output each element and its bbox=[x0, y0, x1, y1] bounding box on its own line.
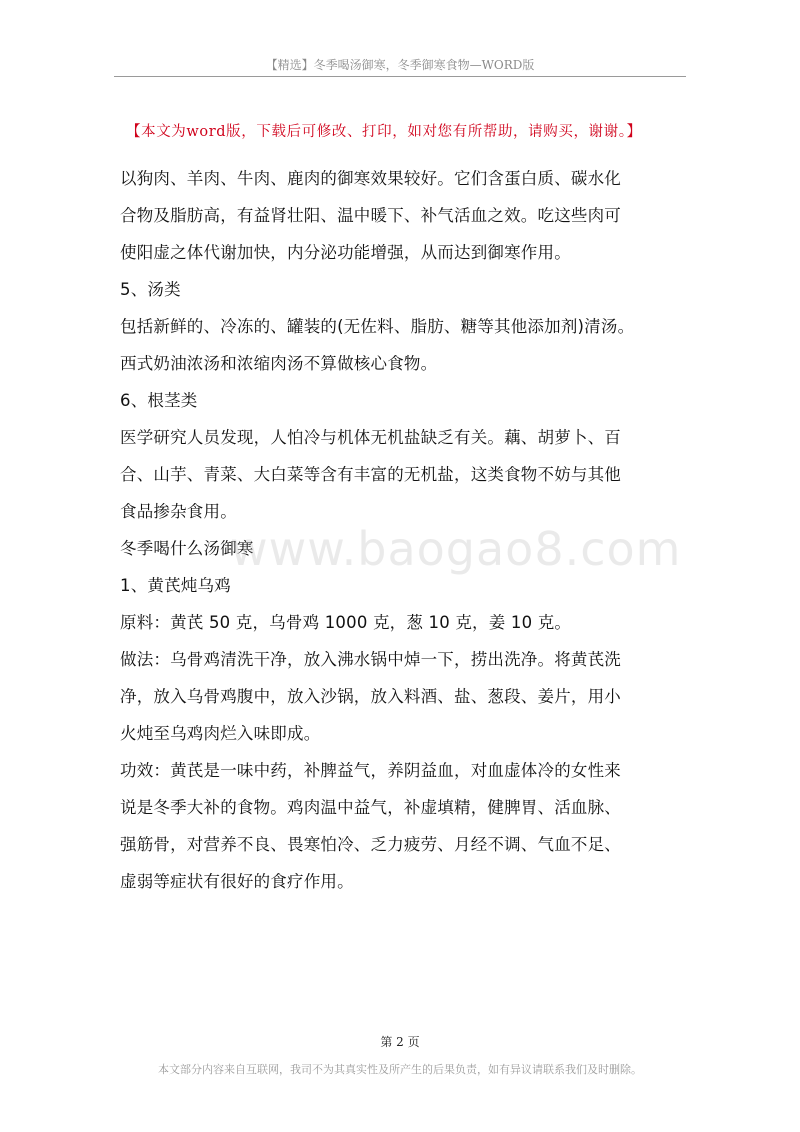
body-line: 强筋骨，对营养不良、畏寒怕冷、乏力疲劳、月经不调、气血不足、 bbox=[120, 835, 621, 854]
body-line: 包括新鲜的、冷冻的、罐装的(无佐料、脂肪、糖等其他添加剂)清汤。 bbox=[120, 317, 635, 336]
body-line: 以狗肉、羊肉、牛肉、鹿肉的御寒效果较好。它们含蛋白质、碳水化 bbox=[120, 169, 621, 188]
header-divider bbox=[114, 76, 686, 77]
document-body bbox=[120, 160, 692, 900]
body-line: 净，放入乌骨鸡腹中，放入沙锅，放入料酒、盐、葱段、姜片，用小 bbox=[120, 687, 621, 706]
body-line: 做法：乌骨鸡清洗干净，放入沸水锅中焯一下，捞出洗净。将黄芪洗 bbox=[120, 650, 621, 669]
body-line: 医学研究人员发现，人怕冷与机体无机盐缺乏有关。藕、胡萝卜、百 bbox=[120, 428, 621, 447]
body-line: 原料：黄芪 50 克，乌骨鸡 1000 克，葱 10 克，姜 10 克。 bbox=[120, 613, 572, 632]
body-line: 使阳虚之体代谢加快，内分泌功能增强，从而达到御寒作用。 bbox=[120, 243, 571, 262]
body-line: 火炖至乌鸡肉烂入味即成。 bbox=[120, 724, 321, 743]
section-heading: 6、根茎类 bbox=[120, 391, 198, 410]
page-header: 【精选】冬季喝汤御寒，冬季御寒食物—WORD版 bbox=[265, 58, 535, 72]
watermark: www.baogao8.com bbox=[230, 522, 682, 576]
section-heading: 冬季喝什么汤御寒 bbox=[120, 539, 254, 558]
body-line: 说是冬季大补的食物。鸡肉温中益气，补虚填精，健脾胃、活血脉、 bbox=[120, 798, 621, 817]
body-line: 食品掺杂食用。 bbox=[120, 502, 237, 521]
body-line: 功效：黄芪是一味中药，补脾益气，养阴益血，对血虚体冷的女性来 bbox=[120, 761, 621, 780]
purchase-notice: 【本文为word版，下载后可修改、打印，如对您有所帮助，请购买，谢谢。】 bbox=[126, 124, 642, 140]
page-number: 第 2 页 bbox=[380, 1035, 420, 1049]
body-line: 合物及脂肪高，有益肾壮阳、温中暖下、补气活血之效。吃这些肉可 bbox=[120, 206, 621, 225]
body-line: 合、山芋、青菜、大白菜等含有丰富的无机盐，这类食物不妨与其他 bbox=[120, 465, 621, 484]
page-footer: 本文部分内容来自互联网，我司不为其真实性及所产生的后果负责，如有异议请联系我们及时删除。 bbox=[158, 1063, 642, 1076]
body-line: 虚弱等症状有很好的食疗作用。 bbox=[120, 872, 354, 891]
body-line: 西式奶油浓汤和浓缩肉汤不算做核心食物。 bbox=[120, 354, 438, 373]
section-heading: 1、黄芪炖乌鸡 bbox=[120, 576, 231, 595]
section-heading: 5、汤类 bbox=[120, 280, 181, 299]
